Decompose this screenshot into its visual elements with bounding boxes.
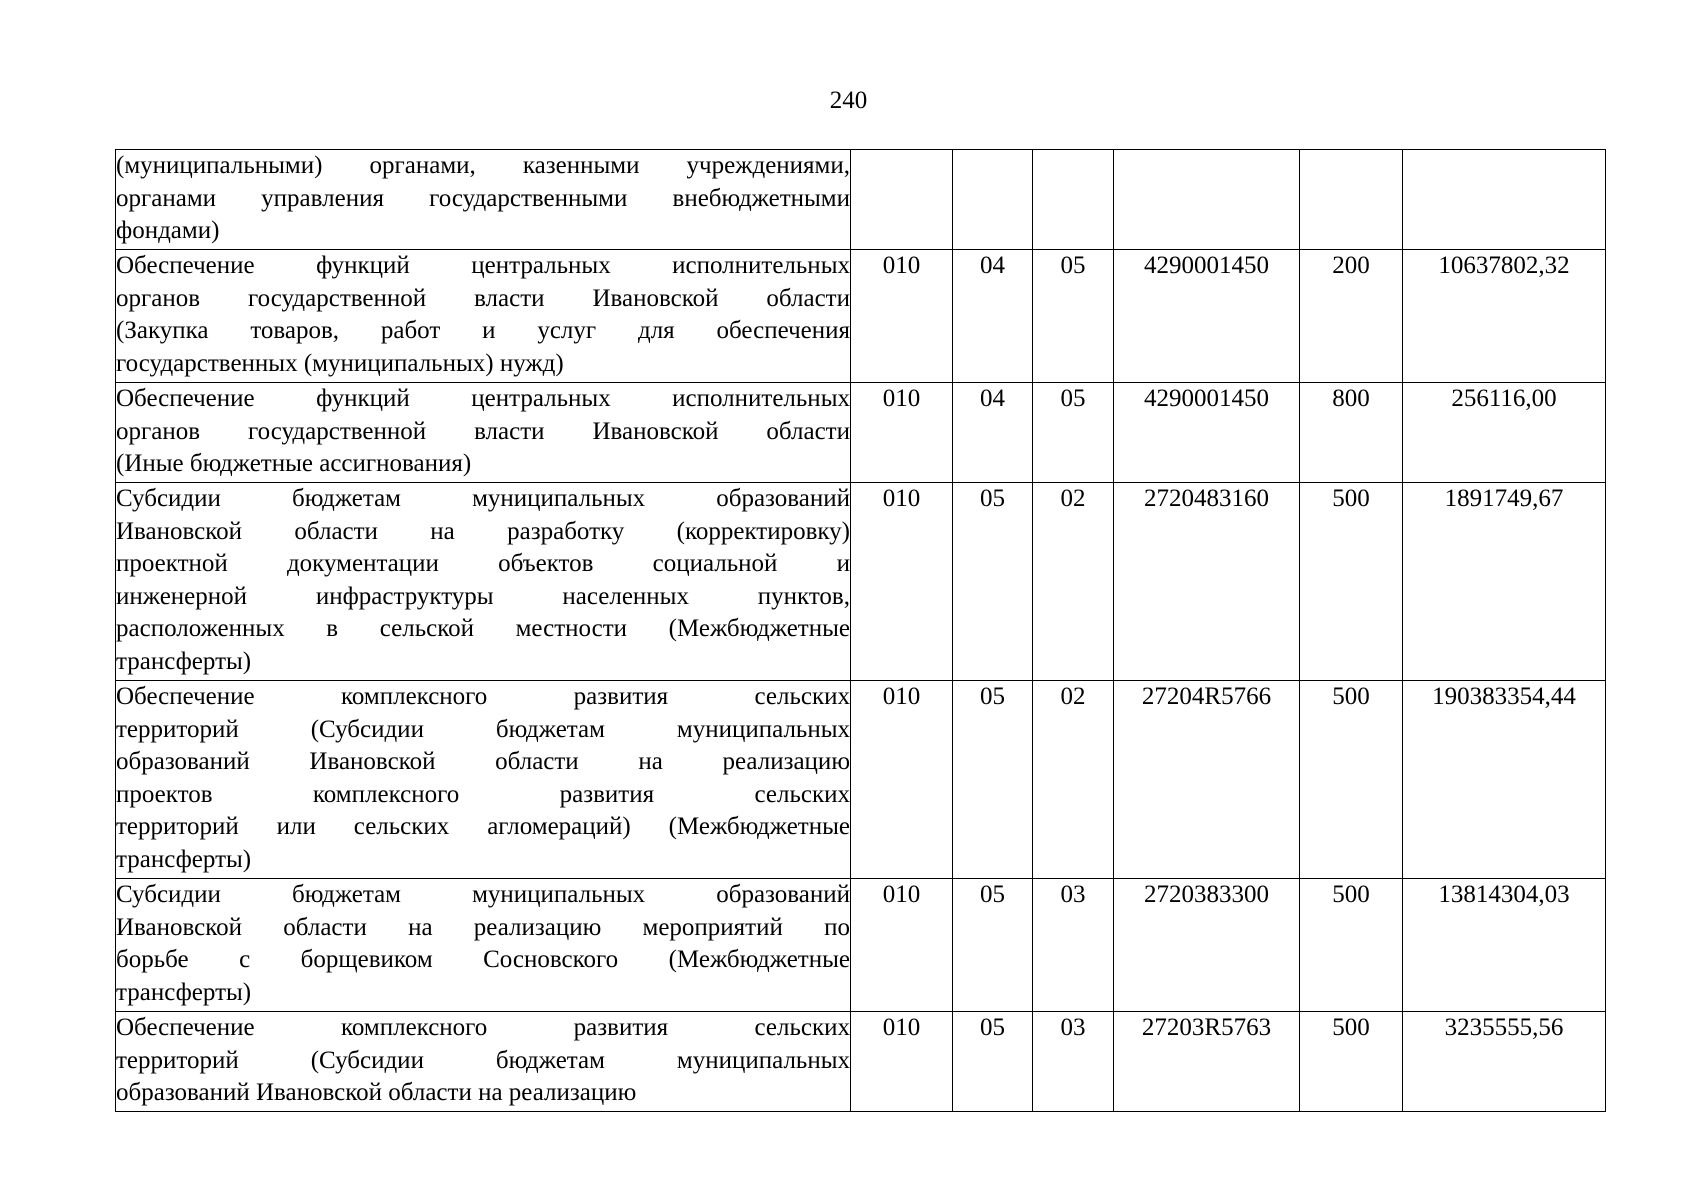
description-line: Субсидии бюджетам муниципальных образований xyxy=(116,881,850,908)
section-cell: 05 xyxy=(953,1012,1033,1112)
target-article-cell: 4290001450 xyxy=(1114,250,1300,383)
expense-type-cell: 500 xyxy=(1300,1012,1403,1112)
description-line: фондами) xyxy=(116,217,220,244)
description-line: (Закупка товаров, работ и услуг для обеспечения xyxy=(116,317,850,344)
description-cell xyxy=(116,483,851,681)
amount-cell: 190383354,44 xyxy=(1403,681,1606,879)
admin-code-cell: 010 xyxy=(851,250,953,383)
admin-code-cell xyxy=(851,150,953,250)
budget-table xyxy=(115,149,1606,1112)
description-cell xyxy=(116,879,851,1012)
expense-type-cell xyxy=(1300,150,1403,250)
description-cell xyxy=(116,150,851,250)
description-line: борьбе с борщевиком Сосновского (Межбюджетные xyxy=(116,946,850,973)
target-article-cell xyxy=(1114,150,1300,250)
description-line: органов государственной власти Ивановской области xyxy=(116,284,850,312)
section-cell: 04 xyxy=(953,383,1033,483)
expense-type-cell: 500 xyxy=(1300,681,1403,879)
expense-type-cell: 200 xyxy=(1300,250,1403,383)
description-line: трансферты) xyxy=(116,845,252,873)
target-article-cell: 4290001450 xyxy=(1114,383,1300,483)
description-line: Субсидии бюджетам муниципальных образований xyxy=(116,485,850,512)
table-row xyxy=(116,483,1606,681)
target-article-cell: 2720383300 xyxy=(1114,879,1300,1012)
section-cell: 04 xyxy=(953,250,1033,383)
admin-code-cell: 010 xyxy=(851,483,953,681)
expense-type-cell: 500 xyxy=(1300,483,1403,681)
description-line: Обеспечение комплексного развития сельских xyxy=(116,683,850,710)
amount-cell: 256116,00 xyxy=(1403,383,1606,483)
description-line: Обеспечение функций центральных исполнительных xyxy=(116,252,850,279)
amount-cell: 10637802,32 xyxy=(1403,250,1606,383)
expense-type-cell: 500 xyxy=(1300,879,1403,1012)
admin-code-cell: 010 xyxy=(851,1012,953,1112)
description-cell xyxy=(116,383,851,483)
table-row xyxy=(116,681,1606,879)
description-line: инженерной инфраструктуры населенных пунктов, xyxy=(116,582,850,610)
admin-code-cell: 010 xyxy=(851,879,953,1012)
description-line: образований Ивановской области на реализацию xyxy=(116,1079,637,1106)
description-line: расположенных в сельской местности (Межбюджетные xyxy=(116,615,850,642)
subsection-cell: 05 xyxy=(1033,250,1114,383)
amount-cell: 3235555,56 xyxy=(1403,1012,1606,1112)
section-cell: 05 xyxy=(953,879,1033,1012)
description-line: (муниципальными) органами, казенными учреждениями, xyxy=(116,152,850,179)
description-line: территорий (Субсидии бюджетам муниципальных xyxy=(116,1046,850,1074)
subsection-cell: 02 xyxy=(1033,483,1114,681)
description-cell xyxy=(116,1012,851,1112)
description-cell xyxy=(116,250,851,383)
amount-cell xyxy=(1403,150,1606,250)
description-line: трансферты) xyxy=(116,978,252,1006)
section-cell: 05 xyxy=(953,681,1033,879)
description-line: (Иные бюджетные ассигнования) xyxy=(116,450,472,477)
description-line: органами управления государственными внебюджетными xyxy=(116,184,850,212)
subsection-cell: 02 xyxy=(1033,681,1114,879)
admin-code-cell: 010 xyxy=(851,681,953,879)
subsection-cell xyxy=(1033,150,1114,250)
amount-cell: 1891749,67 xyxy=(1403,483,1606,681)
target-article-cell: 27203R5763 xyxy=(1114,1012,1300,1112)
table-row xyxy=(116,150,1606,250)
description-line: проектов комплексного развития сельских xyxy=(116,780,850,808)
admin-code-cell: 010 xyxy=(851,383,953,483)
description-cell xyxy=(116,681,851,879)
description-line: трансферты) xyxy=(116,647,252,675)
target-article-cell: 27204R5766 xyxy=(1114,681,1300,879)
description-line: территорий (Субсидии бюджетам муниципальных xyxy=(116,715,850,743)
section-cell: 05 xyxy=(953,483,1033,681)
description-line: образований Ивановской области на реализацию xyxy=(116,748,850,775)
section-cell xyxy=(953,150,1033,250)
target-article-cell: 2720483160 xyxy=(1114,483,1300,681)
amount-cell: 13814304,03 xyxy=(1403,879,1606,1012)
page-number: 240 xyxy=(829,87,868,114)
description-line: государственных (муниципальных) нужд) xyxy=(116,349,564,377)
subsection-cell: 03 xyxy=(1033,1012,1114,1112)
subsection-cell: 03 xyxy=(1033,879,1114,1012)
description-line: Ивановской области на реализацию мероприятий по xyxy=(116,913,850,941)
expense-type-cell: 800 xyxy=(1300,383,1403,483)
description-line: проектной документации объектов социальной и xyxy=(116,550,850,577)
table-row xyxy=(116,383,1606,483)
table-row xyxy=(116,250,1606,383)
description-line: Обеспечение комплексного развития сельских xyxy=(116,1014,850,1041)
description-line: территорий или сельских агломераций) (Межбюджетные xyxy=(116,813,850,840)
description-line: органов государственной власти Ивановской области xyxy=(116,417,850,445)
table-row xyxy=(116,879,1606,1012)
subsection-cell: 05 xyxy=(1033,383,1114,483)
description-line: Ивановской области на разработку (корректировку) xyxy=(116,517,850,545)
description-line: Обеспечение функций центральных исполнительных xyxy=(116,385,850,412)
table-row xyxy=(116,1012,1606,1112)
